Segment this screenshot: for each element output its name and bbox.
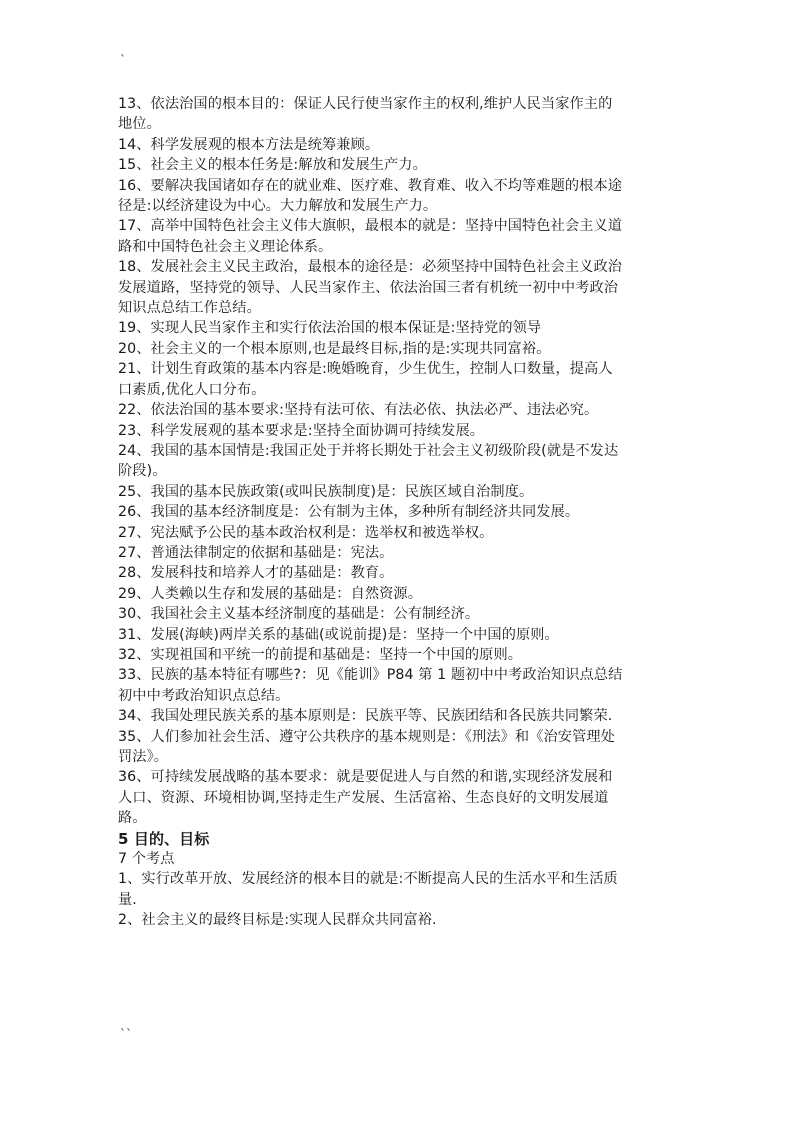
text-line: 发展道路，坚持党的领导、人民当家作主、依法治国三者有机统一初中中考政治: [118, 279, 619, 296]
text-line: 16、要解决我国诸如存在的就业难、医疗难、教育难、收入不均等难题的根本途: [118, 177, 623, 194]
section-heading: 5 目的、目标: [118, 829, 210, 848]
bottom-mark: ``: [120, 1027, 132, 1041]
text-line: 13、依法治国的根本目的：保证人民行使当家作主的权利,维护人民当家作主的: [118, 96, 613, 112]
text-line: 29、人类赖以生存和发展的基础是：自然资源。: [118, 585, 423, 602]
text-line: 路和中国特色社会主义理论体系。: [118, 238, 333, 255]
text-line: 14、科学发展观的根本方法是统筹兼顾。: [118, 136, 380, 153]
text-line: 35、人们参加社会生活、遵守公共秩序的基本规则是：《刑法》和《治安管理处: [118, 728, 615, 745]
text-line: 22、依法治国的基本要求:坚持有法可依、有法必依、执法必严、违法必究。: [118, 402, 599, 419]
text-line: 径是:以经济建设为中心。大力解放和发展生产力。: [118, 198, 438, 215]
text-line: 路。: [118, 810, 147, 827]
text-line: 28、发展科技和培养人才的基础是：教育。: [118, 565, 394, 582]
text-line: 36、可持续发展战略的基本要求：就是要促进人与自然的和谐,实现经济发展和: [118, 769, 613, 786]
text-line: 人口、资源、环境相协调,坚持走生产发展、生活富裕、生态良好的文明发展道: [118, 789, 609, 806]
text-line: 27、普通法律制定的依据和基础是：宪法。: [118, 544, 394, 561]
text-line: 地位。: [118, 116, 161, 133]
text-line: 口素质,优化人口分布。: [118, 381, 266, 398]
text-line: 21、计划生育政策的基本内容是:晚婚晚育，少生优生，控制人口数量，提高人: [118, 361, 613, 378]
text-line: 30、我国社会主义基本经济制度的基础是：公有制经济。: [118, 606, 480, 623]
section-subheading: 7 个考点: [118, 851, 175, 868]
text-line: 33、民族的基本特征有哪些?：见《能训》P84 第 1 题初中中考政治知识点总结: [118, 667, 623, 684]
text-line: 1、实行改革开放、发展经济的根本目的就是:不断提高人民的生活水平和生活质: [118, 871, 618, 888]
text-line: 27、宪法赋予公民的基本政治权利是：选举权和被选举权。: [118, 524, 494, 541]
text-line: 量.: [118, 891, 137, 908]
text-line: 26、我国的基本经济制度是：公有制为主体，多种所有制经济共同发展。: [118, 504, 580, 521]
text-line: 34、我国处理民族关系的基本原则是：民族平等、民族团结和各民族共同繁荣.: [118, 708, 613, 725]
text-line: 17、高举中国特色社会主义伟大旗帜，最根本的就是：坚持中国特色社会主义道: [118, 218, 623, 235]
text-line: 罚法》。: [118, 749, 169, 765]
text-line: 阶段)。: [118, 463, 167, 480]
text-line: 20、社会主义的一个根本原则,也是最终目标,指的是:实现共同富裕。: [118, 340, 551, 357]
top-mark: `: [120, 53, 126, 67]
document-body: [118, 94, 678, 931]
text-line: 31、发展(海峡)两岸关系的基础(或说前提)是：坚持一个中国的原则。: [118, 626, 559, 643]
text-line: 32、实现祖国和平统一的前提和基础是：坚持一个中国的原则。: [118, 646, 523, 663]
text-line: 25、我国的基本民族政策(或叫民族制度)是：民族区域自治制度。: [118, 483, 534, 500]
text-line: 2、社会主义的最终目标是:实现人民群众共同富裕.: [118, 912, 437, 929]
text-line: 初中中考政治知识点总结。: [118, 687, 290, 704]
text-line: 23、科学发展观的基本要求是:坚持全面协调可持续发展。: [118, 422, 485, 439]
text-line: 18、发展社会主义民主政治，最根本的途径是：必须坚持中国特色社会主义政治: [118, 259, 623, 276]
text-line: 15、社会主义的根本任务是:解放和发展生产力。: [118, 157, 427, 174]
text-line: 19、实现人民当家作主和实行依法治国的根本保证是:坚持党的领导: [118, 320, 542, 337]
text-line: 知识点总结工作总结。: [118, 300, 261, 317]
text-line: 24、我国的基本国情是:我国正处于并将长期处于社会主义初级阶段(就是不发达: [118, 442, 619, 459]
